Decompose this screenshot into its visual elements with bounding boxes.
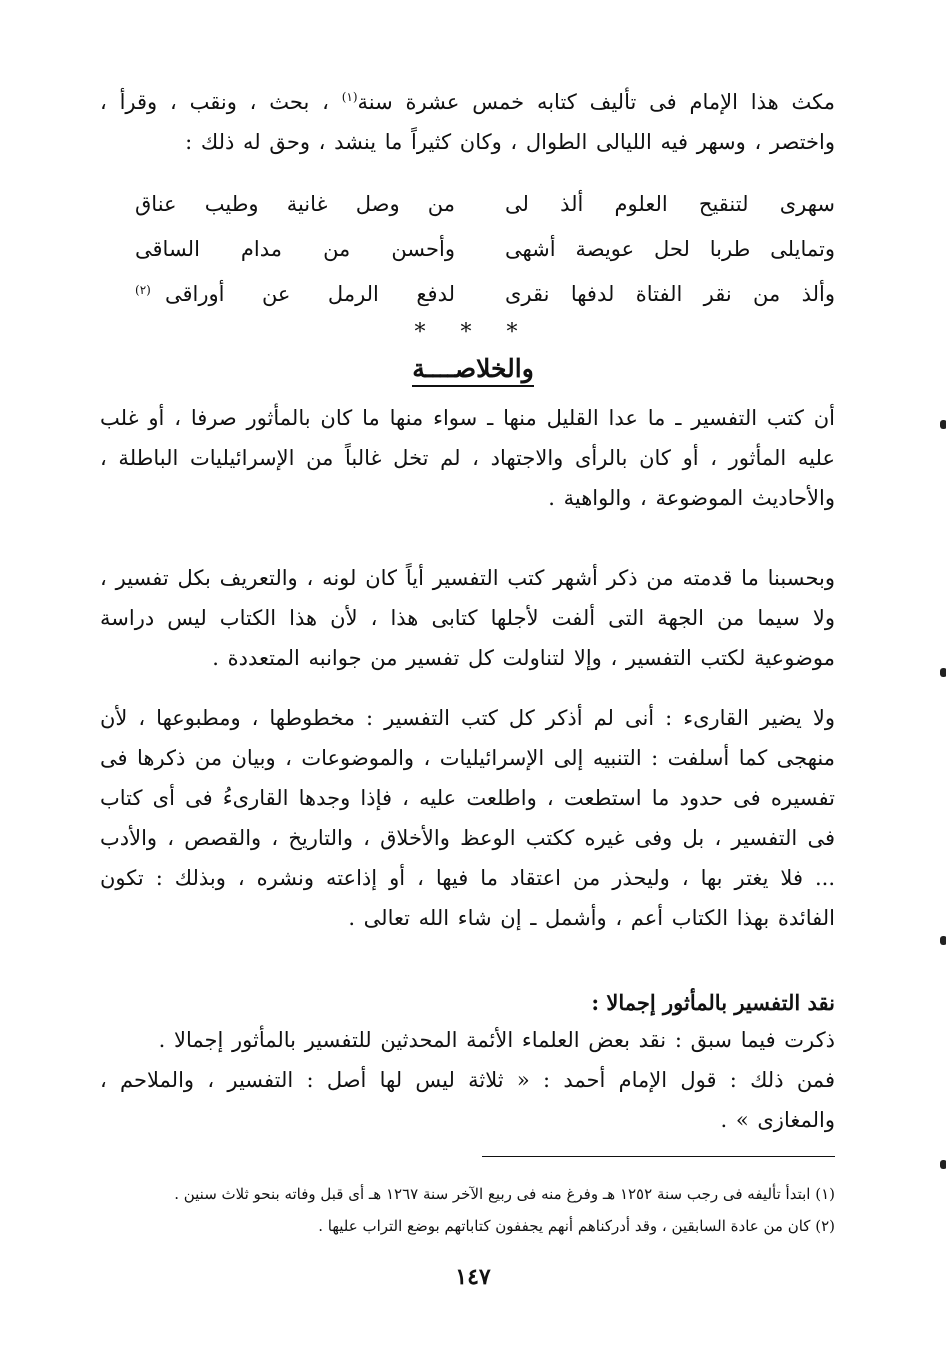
footnote-2: (٢) كان من عادة السابقين ، وقد أدركناهم أنهم يجففون كتاباتهم بوضع التراب عليها . xyxy=(318,1217,835,1235)
intro-line1: مكث هذا الإمام فى تأليف كتابه خمس عشرة سنة xyxy=(357,90,836,114)
critique-line-2: فمن ذلك : قول الإمام أحمد : « ثلاثة ليس لها أصل : التفسير ، والملاحم ، والمغازى » . xyxy=(100,1068,835,1132)
verse-2 xyxy=(135,229,835,269)
margin-mark xyxy=(940,936,946,945)
footnote-rule xyxy=(482,1156,835,1157)
page-number: ١٤٧ xyxy=(455,1264,491,1290)
paragraph-3: ولا يضير القارىء : أنى لم أذكر كل كتب التفسير : مخطوطها ، ومطبوعها ، لأن منهجى كما أسلفت : التنبيه إلى الإسرائيليات ، والموضوعات ، وبيان من ذكرها فى تفسيره فى حدود ما استطعت ، واطلعت عليه ، فإذا وجدها القارىءُ فى أى كتاب فى التفسير ، بل وفى غيره ككتب الوعظ والأخلاق ، والتاريخ ، والقصص ، والأدب ... فلا يغتر بها ، وليحذر من اعتقاد ما فيها ، أو إذاعته ونشره ، وبذلك : تكون الفائدة بهذا الكتاب أعم ، وأشمل ـ إن شاء الله تعالى . xyxy=(100,706,835,930)
paragraph-1: أن كتب التفسير ـ ما عدا القليل منها ـ سواء منها ما كان بالمأثور صرفا ، أو غلب عليه المأثور ، أو كان بالرأى والاجتهاد ، لم تخل غالباً من الإسرائيليات الباطلة ، والأحاديث الموضوعة ، والواهية . xyxy=(100,406,835,510)
footnote-1: (١) ابتدأ تأليفه فى رجب سنة ١٢٥٢ هـ وفرغ منه فى ربيع الآخر سنة ١٢٦٧ هـ أى قبل وفاته بنحو ثلاث سنين . xyxy=(174,1185,835,1203)
verse-3-second: لدفع الرمل عن أوراقى xyxy=(165,282,455,306)
footnote-ref-2: (٢) xyxy=(135,283,151,297)
margin-mark xyxy=(940,420,946,429)
verse-1-second: من وصل غانية وطيب عناق xyxy=(135,192,455,216)
critique-line-1: ذكرت فيما سبق : نقد بعض العلماء الأئمة المحدثين للتفسير بالمأثور إجمالا . xyxy=(158,1028,835,1052)
intro-line2: واختصر ، وسهر فيه الليالى الطوال ، وكان كثيراً ما ينشد ، وحق له ذلك : xyxy=(185,130,835,154)
margin-mark xyxy=(940,668,946,677)
verse-1-first: سهرى لتنقيح العلوم ألذ لى xyxy=(505,192,835,216)
section-separator: * * * xyxy=(414,320,532,345)
intro-paragraph xyxy=(100,82,835,162)
subheading: نقد التفسير بالمأثور إجمالا : xyxy=(591,990,835,1015)
section-heading-text: والخلاصــــة xyxy=(412,354,534,387)
intro-line1-end: ، بحث ، ونقب ، وقرأ ، xyxy=(100,90,329,114)
verse-3 xyxy=(135,274,835,314)
verse-2-second: وأحسن من مدام الساقى xyxy=(135,237,455,261)
paragraph-2: وبحسبنا ما قدمته من ذكر أشهر كتب التفسير أياً كان لونه ، والتعريف بكل تفسير ، ولا سيما من الجهة التى ألفت لأجلها كتابى هذا ، لأن هذا الكتاب ليس دراسة موضوعية لكتب التفسير ، وإلا لتناولت كل تفسير من جوانبه المتعددة . xyxy=(100,566,835,670)
margin-mark xyxy=(940,1160,946,1169)
verse-1 xyxy=(135,184,835,224)
verse-3-first: وألذ من نقر الفتاة لدفها نقرى xyxy=(505,282,835,306)
verse-2-first: وتمايلى طربا لحل عويصة أشهى xyxy=(505,237,835,261)
footnote-ref-1: (١) xyxy=(341,90,358,104)
section-heading xyxy=(0,354,946,383)
